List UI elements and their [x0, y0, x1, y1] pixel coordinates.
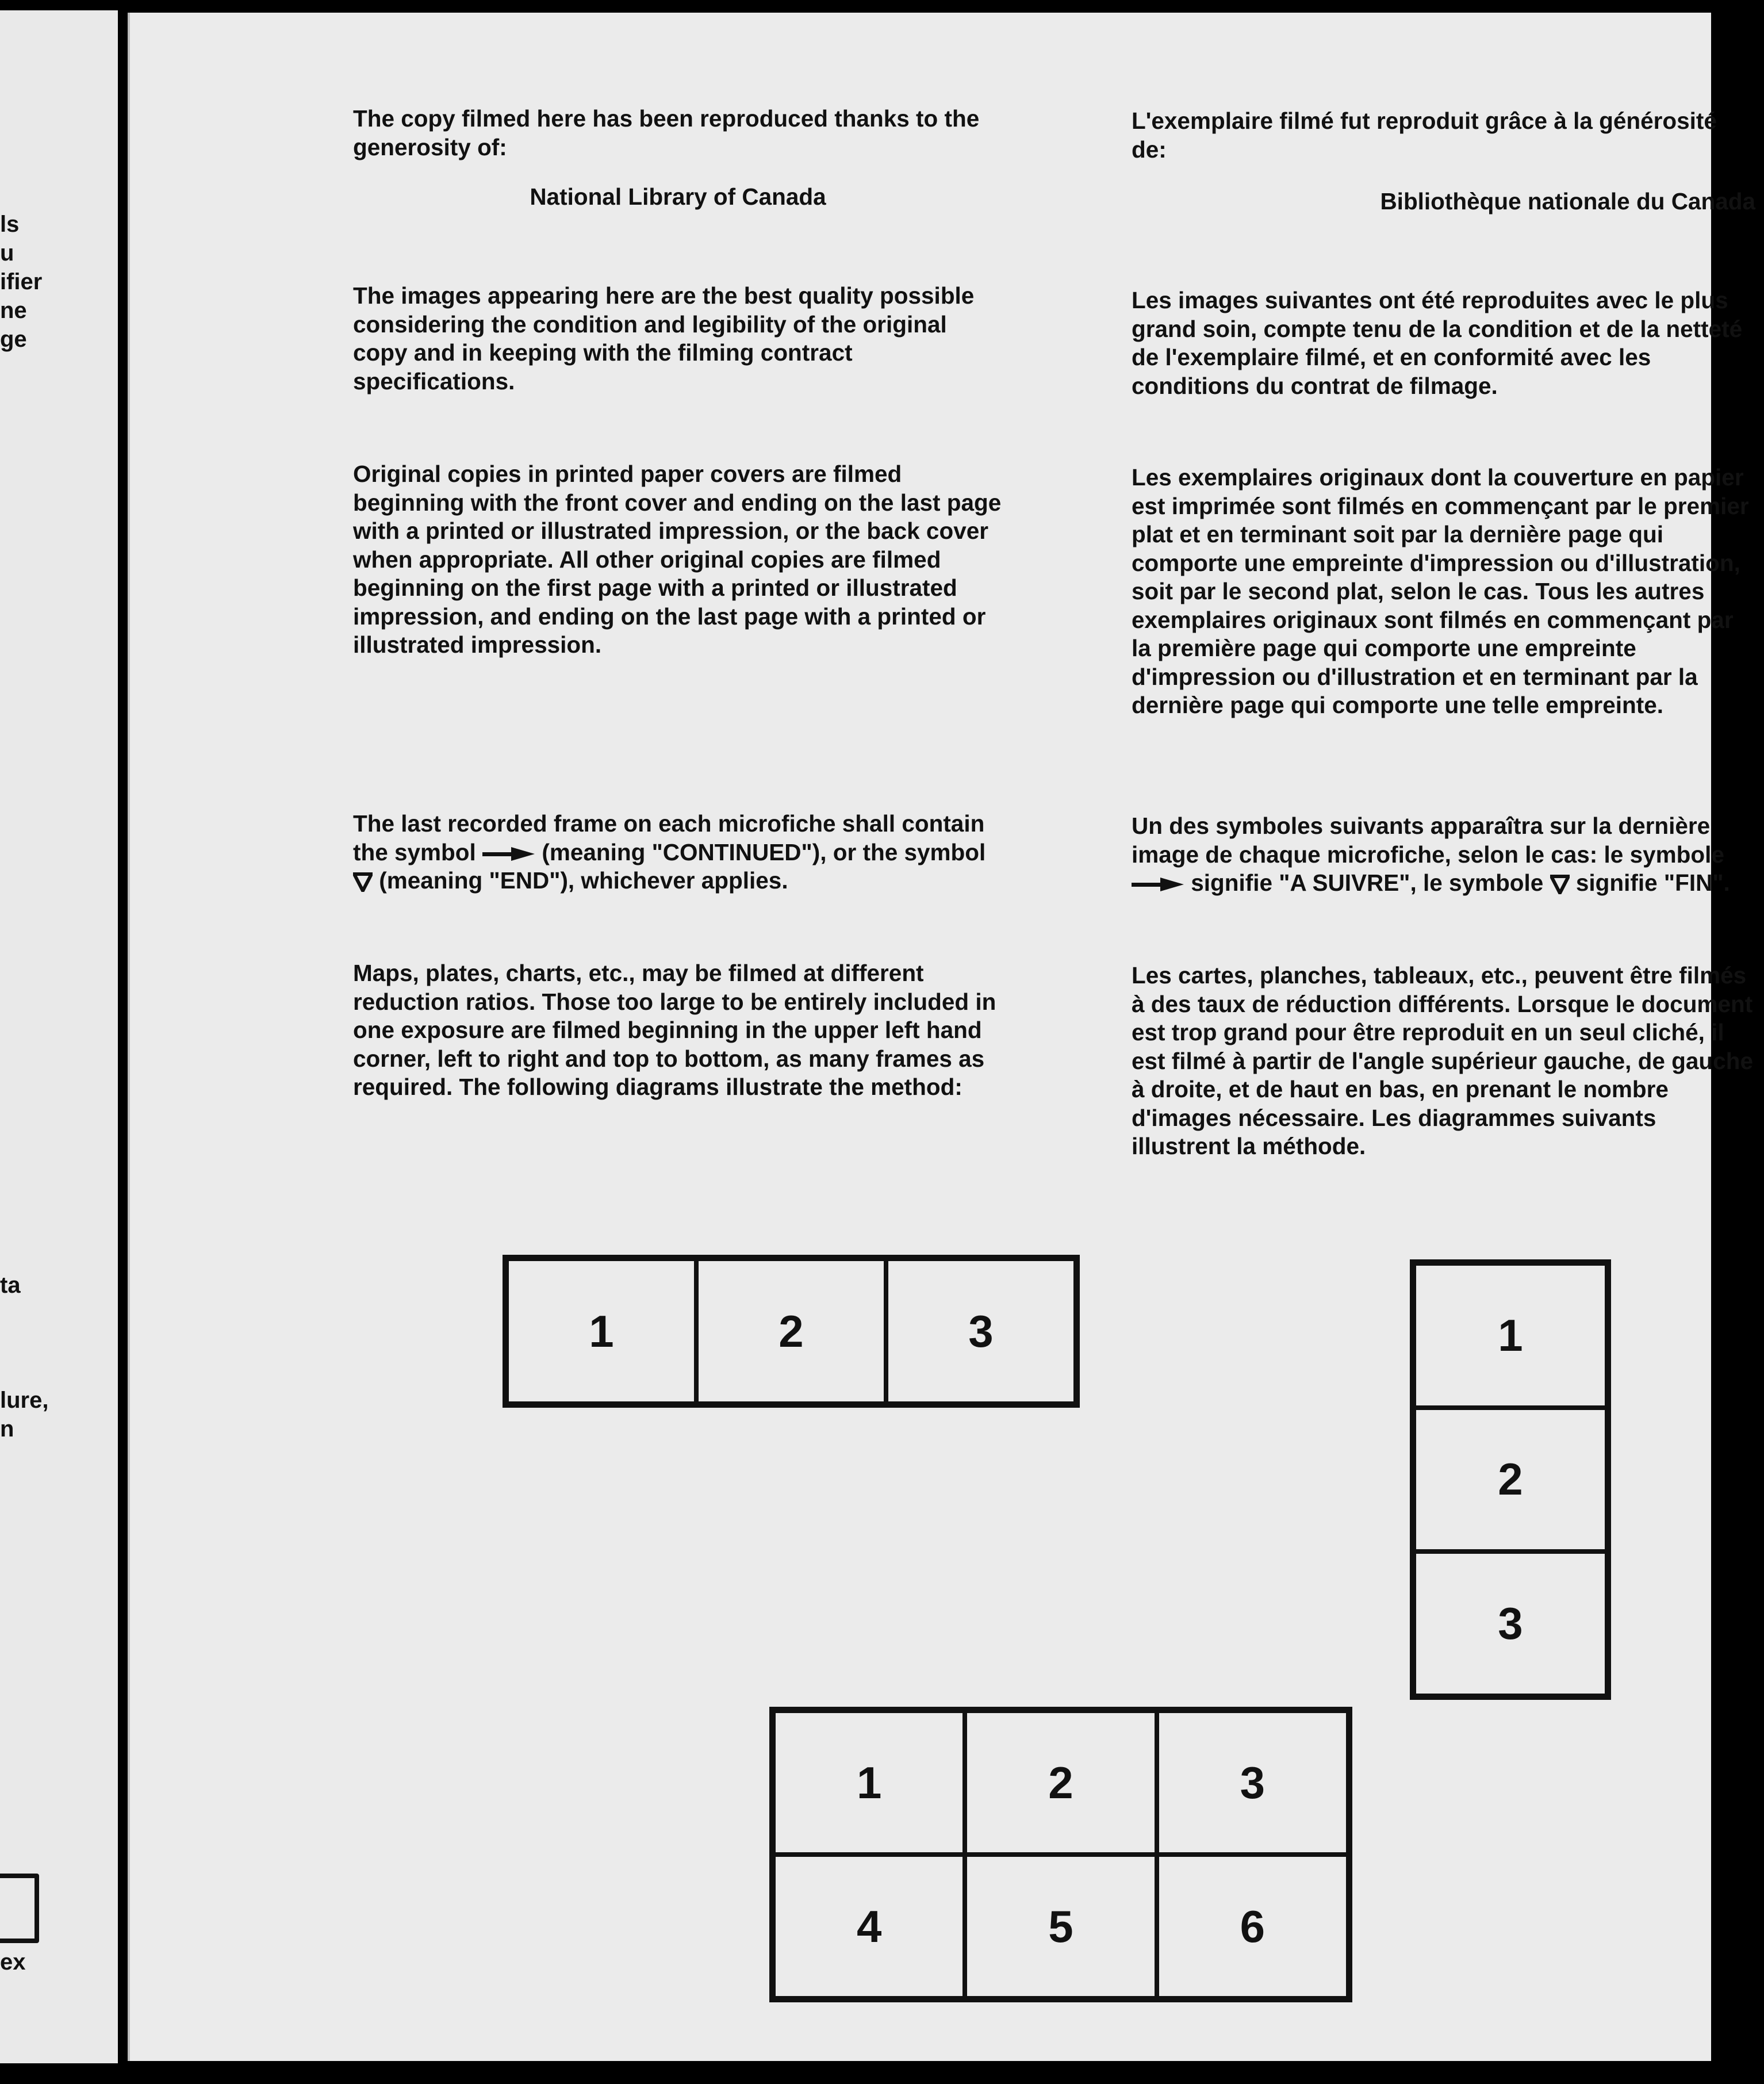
frame-cell: 5 — [965, 1855, 1156, 1998]
previous-page-edge — [0, 10, 118, 2063]
frame-cell: 6 — [1157, 1855, 1348, 1998]
originals-paragraph: Les exemplaires originaux dont la couverture en papier est imprimée sont filmés en commençant par le premier plat et en terminant soit par la dernière page qui comporte une empreinte d'impression ou d'illustration, soit par le second plat, selon le cas. Tous les autres exemplaires originaux sont filmés en commençant par la première page qui comporte une empreinte d'impression ou d'illustration et en terminant par la dernière page qui comporte une telle empreinte. — [1132, 464, 1749, 718]
frame-cell: 1 — [1414, 1263, 1607, 1408]
triangle-down-icon — [1550, 875, 1570, 894]
frame-cell: 2 — [1414, 1408, 1607, 1552]
symbols-text-1: The last recorded frame on each microfiche shall contain the symbol — [353, 810, 985, 865]
intro-paragraph: The copy filmed here has been reproduced thanks to the generosity of: — [353, 105, 980, 160]
fragment-text: lure, — [0, 1388, 49, 1413]
diagram-vertical — [1410, 1259, 1611, 1700]
diagram-grid — [769, 1707, 1352, 2002]
document-sheet — [128, 13, 1755, 2061]
fragment-text: ls — [0, 212, 20, 237]
frame-cell: 2 — [696, 1259, 886, 1404]
fragment-text: ifier — [0, 269, 43, 294]
frame-cell: 4 — [773, 1855, 965, 1998]
quality-paragraph: Les images suivantes ont été reproduites avec le plus grand soin, compte tenu de la condition et de la netteté de l'exemplaire filmé, et en conformité avec les conditions du contrat de filmage. — [1132, 287, 1743, 399]
fragment-text: ne — [0, 298, 27, 323]
symbols-text-2: (meaning "CONTINUED"), or the symbol — [542, 838, 986, 865]
frame-cell: 3 — [886, 1259, 1076, 1404]
quality-paragraph: The images appearing here are the best quality possible considering the condition and legibility of the original copy and in keeping with the filming contract specifications. — [353, 282, 975, 394]
fragment-box — [0, 1874, 39, 1943]
maps-paragraph: Maps, plates, charts, etc., may be filmed at different reduction ratios. Those too large to be entirely included in one exposure are filmed beginning in the upper left hand corner, left to right and top to bottom, as many frames as required. The following diagrams illustrate the method: — [353, 960, 996, 1100]
arrow-right-icon — [1132, 877, 1184, 892]
maps-paragraph: Les cartes, planches, tableaux, etc., peuvent être filmés à des taux de réduction différents. Lorsque le document est trop grand pour être reproduit en un seul cliché, il est filmé à partir de l'angle supérieur gauche, de gauche à droite, et de haut en bas, en prenant le nombre d'images nécessaire. Les diagrammes suivants illustrent la méthode. — [1132, 962, 1753, 1159]
frame-cell: 1 — [773, 1711, 965, 1855]
symbols-paragraph — [1132, 812, 1755, 898]
frame-cell: 2 — [965, 1711, 1156, 1855]
symbols-paragraph — [353, 810, 1003, 895]
symbols-text-3: signifie "FIN". — [1575, 869, 1730, 896]
fragment-text: u — [0, 240, 14, 266]
originals-paragraph: Original copies in printed paper covers are filmed beginning with the front cover and ending on the last page with a printed or illustrated impression, or the back cover when appropriate. All other original copies are filmed beginning on the first page with a printed or illustrated impression, and ending on the last page with a printed or illustrated impression. — [353, 461, 1002, 658]
fragment-text: n — [0, 1416, 14, 1442]
triangle-down-icon — [353, 872, 373, 892]
frame-cell: 1 — [507, 1259, 696, 1404]
intro-paragraph: L'exemplaire filmé fut reproduit grâce à la générosité de: — [1132, 108, 1717, 163]
fragment-text: ta — [0, 1273, 21, 1298]
frame-cell: 3 — [1157, 1711, 1348, 1855]
arrow-right-icon — [482, 846, 535, 861]
symbols-text-3: (meaning "END"), whichever applies. — [379, 867, 788, 894]
institution-name: National Library of Canada — [530, 183, 826, 210]
diagram-horizontal — [503, 1255, 1080, 1408]
frame-cell: 3 — [1414, 1551, 1607, 1696]
fragment-text: ex — [0, 1949, 26, 1975]
fragment-text: ge — [0, 327, 27, 352]
institution-name: Bibliothèque nationale du Canada — [1380, 188, 1755, 214]
symbols-text-1: Un des symboles suivants apparaîtra sur la dernière image de chaque microfiche, selon le cas: le symbole — [1132, 813, 1724, 868]
symbols-text-2: signifie "A SUIVRE", le symbole — [1191, 869, 1544, 896]
